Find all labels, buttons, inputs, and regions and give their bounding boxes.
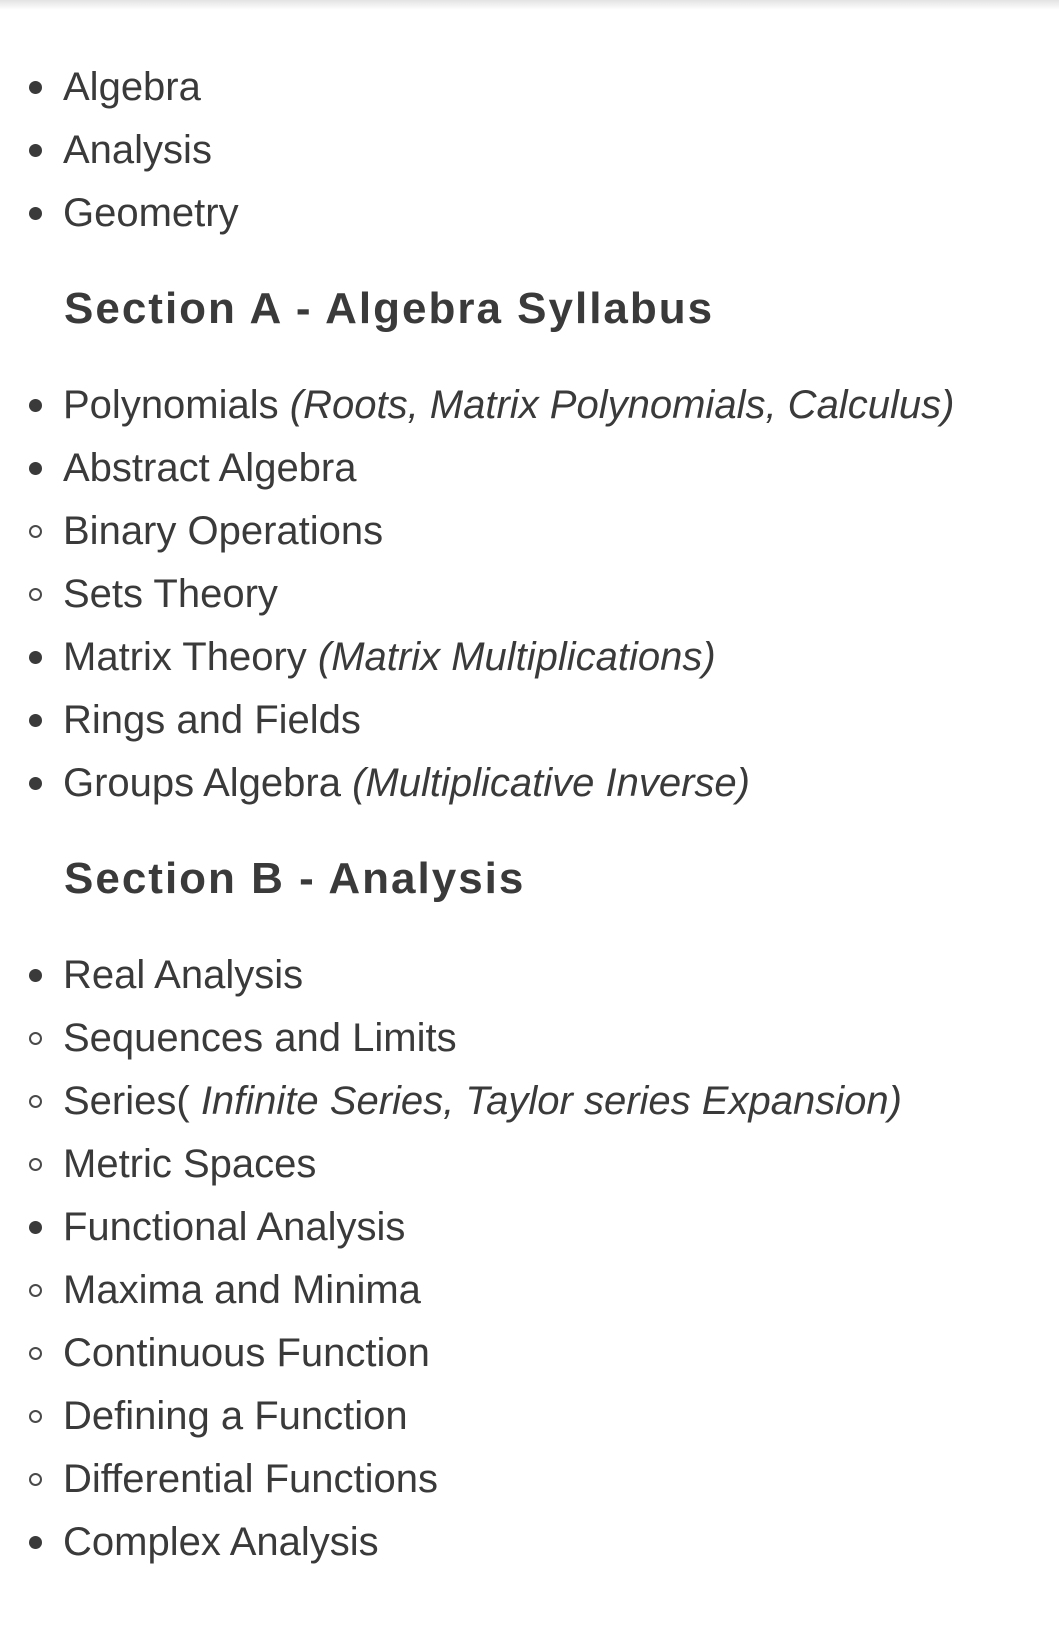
list-item xyxy=(0,1196,1059,1259)
bullet-icon xyxy=(29,1032,42,1045)
bullet-icon xyxy=(29,588,42,601)
list-item-text: Sets Theory xyxy=(63,572,278,616)
list-item xyxy=(0,689,1059,752)
bullet-icon xyxy=(29,144,42,157)
list-item xyxy=(0,437,1059,500)
list-item-text: Continuous Function xyxy=(63,1331,430,1375)
list-item xyxy=(0,1448,1059,1511)
list-item-text: Metric Spaces xyxy=(63,1142,317,1186)
list-item-text: Defining a Function xyxy=(63,1394,408,1438)
bullet-icon xyxy=(29,1095,42,1108)
list-item-text: Complex Analysis xyxy=(63,1520,379,1564)
list-item-text: Analysis xyxy=(63,128,212,172)
list-item-text: Abstract Algebra xyxy=(63,446,357,490)
bullet-icon xyxy=(29,525,42,538)
list-item-text: Series( xyxy=(63,1079,201,1123)
bullet-icon xyxy=(29,1410,42,1423)
list-item xyxy=(0,1259,1059,1322)
section-a-heading: Section A - Algebra Syllabus xyxy=(64,284,715,333)
list-item-note: (Multiplicative Inverse) xyxy=(352,761,750,805)
list-item xyxy=(0,1007,1059,1070)
list-item-note: (Matrix Multiplications) xyxy=(317,635,716,679)
list-item xyxy=(0,1322,1059,1385)
section-b-list xyxy=(0,944,1059,1574)
top-shadow-divider xyxy=(0,0,1059,10)
bullet-icon xyxy=(29,714,42,727)
bullet-icon xyxy=(29,777,42,790)
bullet-icon xyxy=(29,1158,42,1171)
list-item xyxy=(0,119,1059,182)
list-item xyxy=(0,563,1059,626)
bullet-icon xyxy=(29,207,42,220)
bullet-icon xyxy=(29,1221,42,1234)
list-item-text: Groups Algebra xyxy=(63,761,353,805)
bullet-icon xyxy=(29,1284,42,1297)
list-item-text: Algebra xyxy=(63,65,201,109)
bullet-icon xyxy=(29,1347,42,1360)
section-a-list xyxy=(0,374,1059,815)
list-item xyxy=(0,182,1059,245)
list-item xyxy=(0,1070,1059,1133)
bullet-icon xyxy=(29,1536,42,1549)
bullet-icon xyxy=(29,81,42,94)
list-item-note: Infinite Series, Taylor series Expansion) xyxy=(200,1079,902,1123)
list-item xyxy=(0,1133,1059,1196)
list-item-text: Maxima and Minima xyxy=(63,1268,421,1312)
bullet-icon xyxy=(29,969,42,982)
list-item xyxy=(0,374,1059,437)
list-item-note: (Roots, Matrix Polynomials, Calculus) xyxy=(289,383,955,427)
list-item-text: Sequences and Limits xyxy=(63,1016,457,1060)
section-b-heading: Section B - Analysis xyxy=(64,854,526,903)
list-item xyxy=(0,56,1059,119)
list-item-text: Matrix Theory xyxy=(63,635,318,679)
syllabus-content xyxy=(0,56,1059,1574)
list-item xyxy=(0,752,1059,815)
bullet-icon xyxy=(29,1473,42,1486)
list-item xyxy=(0,1511,1059,1574)
list-item xyxy=(0,626,1059,689)
list-item xyxy=(0,944,1059,1007)
list-item-text: Rings and Fields xyxy=(63,698,361,742)
list-item xyxy=(0,1385,1059,1448)
list-item-text: Binary Operations xyxy=(63,509,384,553)
bullet-icon xyxy=(29,399,42,412)
bullet-icon xyxy=(29,462,42,475)
overview-list xyxy=(0,56,1059,245)
list-item-text: Real Analysis xyxy=(63,953,304,997)
bullet-icon xyxy=(29,651,42,664)
list-item xyxy=(0,500,1059,563)
list-item-text: Geometry xyxy=(63,191,239,235)
list-item-text: Functional Analysis xyxy=(63,1205,406,1249)
list-item-text: Polynomials xyxy=(63,383,290,427)
list-item-text: Differential Functions xyxy=(63,1457,438,1501)
